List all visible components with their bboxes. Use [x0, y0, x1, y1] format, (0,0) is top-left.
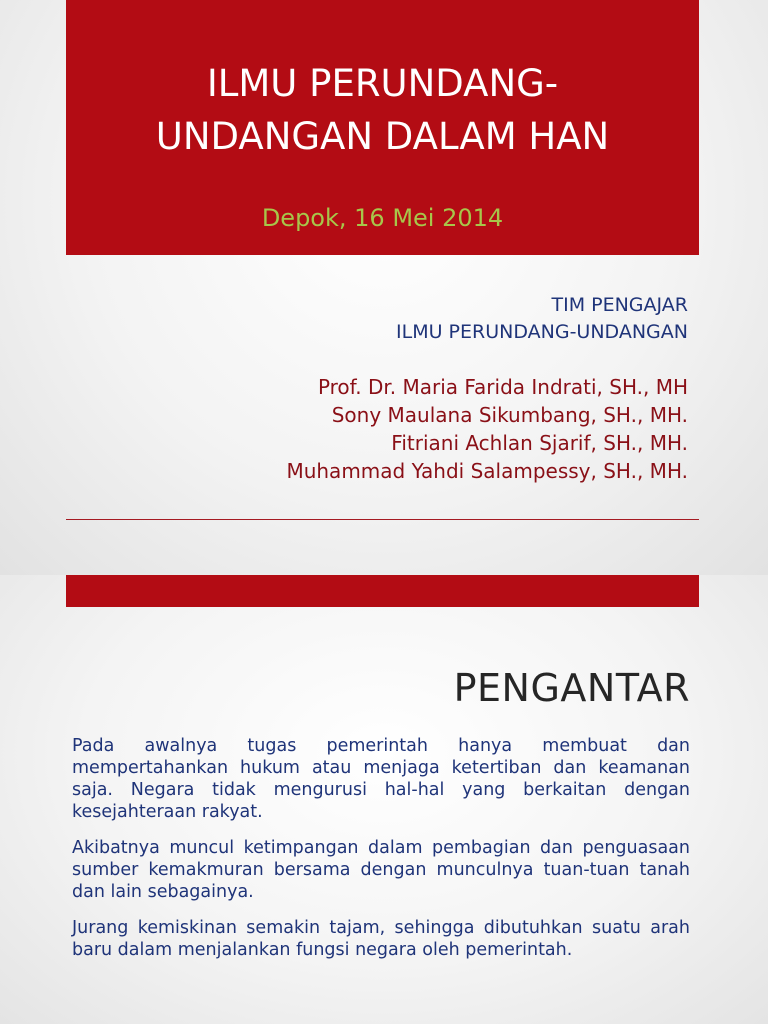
- authors-list: [286, 373, 688, 485]
- section-title: PENGANTAR: [453, 666, 690, 710]
- divider-line: [66, 519, 699, 520]
- title-banner: [66, 0, 699, 255]
- author-name: Prof. Dr. Maria Farida Indrati, SH., MH: [317, 375, 688, 399]
- body-text: [72, 735, 690, 975]
- intro-slide: [0, 575, 768, 1024]
- author-name: Sony Maulana Sikumbang, SH., MH.: [331, 403, 688, 427]
- accent-bar: [66, 575, 699, 607]
- slide-title-line-2: UNDANGAN DALAM HAN: [155, 115, 610, 158]
- body-paragraph: Pada awalnya tugas pemerintah hanya membuat dan mempertahankan hukum atau menjaga ketertiban dan keamanan saja. Negara tidak mengurusi hal-hal yang berkaitan dengan kesejahteraan rakyat.: [72, 736, 690, 822]
- body-paragraph: Akibatnya muncul ketimpangan dalam pembagian dan penguasaan sumber kemakmuran bersama dengan munculnya tuan-tuan tanah dan lain sebagainya.: [72, 838, 690, 902]
- body-paragraph: Jurang kemiskinan semakin tajam, sehingga dibutuhkan suatu arah baru dalam menjalankan fungsi negara oleh pemerintah.: [72, 918, 690, 960]
- team-line: TIM PENGAJAR: [551, 294, 688, 316]
- author-name: Fitriani Achlan Sjarif, SH., MH.: [391, 431, 688, 455]
- teaching-team-block: [396, 292, 688, 346]
- team-line: ILMU PERUNDANG-UNDANGAN: [396, 321, 688, 343]
- slide-title-line-1: ILMU PERUNDANG-: [206, 62, 559, 105]
- slide-subtitle-date: Depok, 16 Mei 2014: [261, 204, 504, 232]
- author-name: Muhammad Yahdi Salampessy, SH., MH.: [286, 459, 688, 483]
